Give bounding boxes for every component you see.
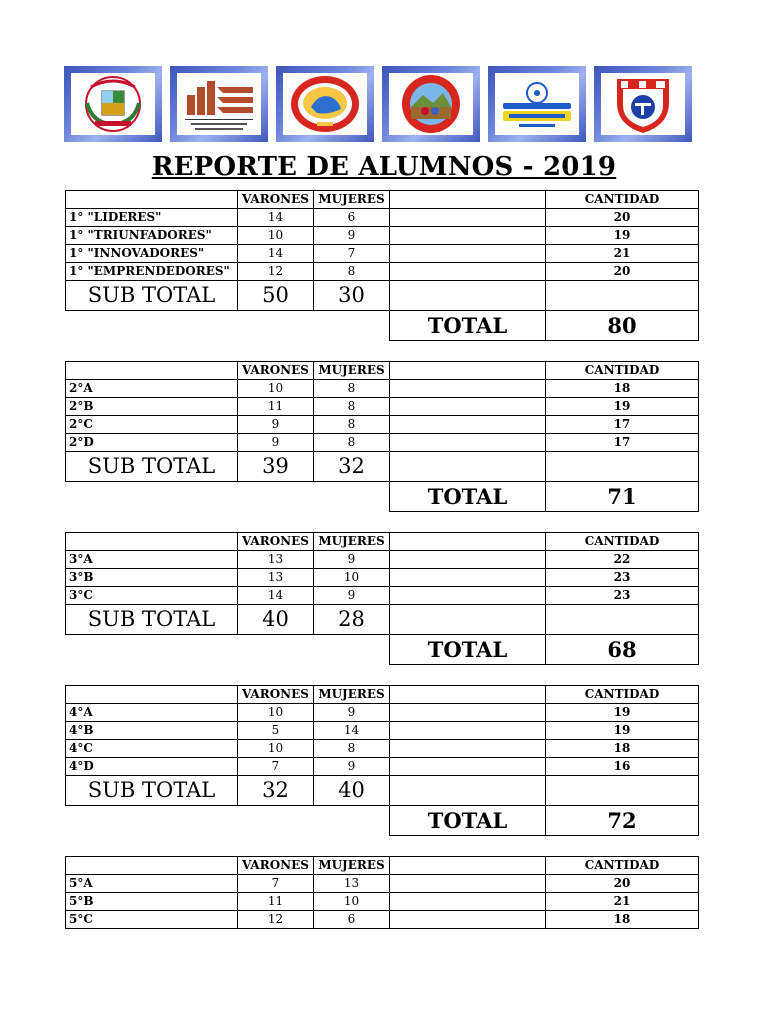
table-row xyxy=(66,209,699,227)
mujeres-count: 8 xyxy=(314,434,390,452)
header-blank xyxy=(390,362,546,380)
table-row xyxy=(66,416,699,434)
section-name: 2°A xyxy=(66,380,238,398)
blank-cell xyxy=(390,263,546,281)
header-mujeres: MUJERES xyxy=(314,191,390,209)
subtotal-label: SUB TOTAL xyxy=(66,605,238,635)
mujeres-count: 9 xyxy=(314,587,390,605)
subtotal-mujeres: 40 xyxy=(314,776,390,806)
table-row xyxy=(66,245,699,263)
mujeres-count: 7 xyxy=(314,245,390,263)
jornada-escolar-completa-logo xyxy=(488,66,586,142)
header-varones: VARONES xyxy=(238,191,314,209)
header-row xyxy=(66,362,699,380)
blank-cell xyxy=(390,605,546,635)
subtotal-varones: 39 xyxy=(238,452,314,482)
header-blank xyxy=(66,533,238,551)
varones-count: 5 xyxy=(238,722,314,740)
blank-cell xyxy=(390,245,546,263)
grade-table xyxy=(65,856,699,929)
blank-cell xyxy=(390,227,546,245)
header-blank xyxy=(390,533,546,551)
ugel-acomayo-logo xyxy=(382,66,480,142)
total-value: 68 xyxy=(546,635,699,665)
section-name: 1° "INNOVADORES" xyxy=(66,245,238,263)
subtotal-row xyxy=(66,452,699,482)
header-blank xyxy=(66,857,238,875)
cantidad-count: 19 xyxy=(546,227,699,245)
cantidad-count: 23 xyxy=(546,587,699,605)
mujeres-count: 10 xyxy=(314,569,390,587)
subtotal-mujeres: 32 xyxy=(314,452,390,482)
blank-cell xyxy=(390,758,546,776)
subtotal-row xyxy=(66,605,699,635)
section-name: 3°C xyxy=(66,587,238,605)
subtotal-row xyxy=(66,776,699,806)
varones-count: 10 xyxy=(238,227,314,245)
cantidad-count: 19 xyxy=(546,398,699,416)
header-blank xyxy=(66,362,238,380)
blank-cell xyxy=(390,893,546,911)
table-row xyxy=(66,587,699,605)
blank-cell xyxy=(390,569,546,587)
total-value: 72 xyxy=(546,806,699,836)
empty-cell xyxy=(66,311,390,341)
mujeres-count: 8 xyxy=(314,416,390,434)
header-row xyxy=(66,857,699,875)
varones-count: 13 xyxy=(238,569,314,587)
mujeres-count: 13 xyxy=(314,875,390,893)
cantidad-count: 20 xyxy=(546,263,699,281)
cantidad-count: 23 xyxy=(546,569,699,587)
subtotal-varones: 32 xyxy=(238,776,314,806)
cantidad-count: 22 xyxy=(546,551,699,569)
logo-strip xyxy=(64,66,692,142)
section-name: 4°D xyxy=(66,758,238,776)
cantidad-count: 21 xyxy=(546,245,699,263)
total-row xyxy=(66,806,699,836)
header-blank xyxy=(390,857,546,875)
blank-cell xyxy=(390,587,546,605)
header-row xyxy=(66,686,699,704)
cantidad-count: 19 xyxy=(546,704,699,722)
header-varones: VARONES xyxy=(238,686,314,704)
cantidad-count: 18 xyxy=(546,911,699,929)
mujeres-count: 14 xyxy=(314,722,390,740)
blank-cell xyxy=(390,704,546,722)
mujeres-count: 9 xyxy=(314,227,390,245)
grade-table xyxy=(65,190,699,341)
cantidad-count: 16 xyxy=(546,758,699,776)
table-row xyxy=(66,911,699,929)
header-varones: VARONES xyxy=(238,857,314,875)
empty-cell xyxy=(66,635,390,665)
section-name: 1° "TRIUNFADORES" xyxy=(66,227,238,245)
varones-count: 14 xyxy=(238,245,314,263)
header-row xyxy=(66,191,699,209)
table-row xyxy=(66,740,699,758)
blank-cell xyxy=(390,209,546,227)
varones-count: 11 xyxy=(238,398,314,416)
ministerio-educacion-logo xyxy=(170,66,268,142)
header-varones: VARONES xyxy=(238,533,314,551)
mujeres-count: 9 xyxy=(314,551,390,569)
header-cantidad: CANTIDAD xyxy=(546,686,699,704)
total-row xyxy=(66,311,699,341)
varones-count: 13 xyxy=(238,551,314,569)
grade-table xyxy=(65,532,699,665)
section-name: 1° "EMPRENDEDORES" xyxy=(66,263,238,281)
varones-count: 14 xyxy=(238,209,314,227)
blank-cell xyxy=(390,434,546,452)
mujeres-count: 9 xyxy=(314,704,390,722)
section-name: 3°A xyxy=(66,551,238,569)
table-row xyxy=(66,380,699,398)
mujeres-count: 10 xyxy=(314,893,390,911)
table-row xyxy=(66,263,699,281)
table-row xyxy=(66,893,699,911)
varones-count: 7 xyxy=(238,758,314,776)
subtotal-label: SUB TOTAL xyxy=(66,776,238,806)
header-blank xyxy=(390,191,546,209)
header-row xyxy=(66,533,699,551)
total-label: TOTAL xyxy=(390,635,546,665)
header-mujeres: MUJERES xyxy=(314,362,390,380)
varones-count: 11 xyxy=(238,893,314,911)
total-label: TOTAL xyxy=(390,311,546,341)
varones-count: 10 xyxy=(238,740,314,758)
table-row xyxy=(66,551,699,569)
table-row xyxy=(66,758,699,776)
total-label: TOTAL xyxy=(390,806,546,836)
empty-cell xyxy=(66,806,390,836)
blank-cell xyxy=(546,281,699,311)
blank-cell xyxy=(546,605,699,635)
empty-cell xyxy=(66,482,390,512)
section-name: 4°A xyxy=(66,704,238,722)
section-name: 5°A xyxy=(66,875,238,893)
table-row xyxy=(66,434,699,452)
subtotal-mujeres: 30 xyxy=(314,281,390,311)
mujeres-count: 8 xyxy=(314,740,390,758)
total-value: 80 xyxy=(546,311,699,341)
varones-count: 9 xyxy=(238,416,314,434)
header-mujeres: MUJERES xyxy=(314,857,390,875)
varones-count: 9 xyxy=(238,434,314,452)
blank-cell xyxy=(390,776,546,806)
subtotal-row xyxy=(66,281,699,311)
cantidad-count: 18 xyxy=(546,380,699,398)
blank-cell xyxy=(390,380,546,398)
cantidad-count: 21 xyxy=(546,893,699,911)
header-varones: VARONES xyxy=(238,362,314,380)
section-name: 4°C xyxy=(66,740,238,758)
section-name: 1° "LIDERES" xyxy=(66,209,238,227)
section-name: 2°C xyxy=(66,416,238,434)
total-row xyxy=(66,482,699,512)
cantidad-count: 17 xyxy=(546,434,699,452)
table-row xyxy=(66,704,699,722)
mujeres-count: 6 xyxy=(314,911,390,929)
varones-count: 14 xyxy=(238,587,314,605)
subtotal-varones: 40 xyxy=(238,605,314,635)
section-name: 2°B xyxy=(66,398,238,416)
blank-cell xyxy=(390,416,546,434)
header-blank xyxy=(390,686,546,704)
blank-cell xyxy=(390,911,546,929)
republica-del-peru-logo xyxy=(64,66,162,142)
section-name: 5°B xyxy=(66,893,238,911)
mujeres-count: 8 xyxy=(314,380,390,398)
section-name: 4°B xyxy=(66,722,238,740)
table-row xyxy=(66,569,699,587)
header-mujeres: MUJERES xyxy=(314,533,390,551)
blank-cell xyxy=(546,452,699,482)
blank-cell xyxy=(390,398,546,416)
varones-count: 12 xyxy=(238,911,314,929)
total-value: 71 xyxy=(546,482,699,512)
mujeres-count: 8 xyxy=(314,263,390,281)
blank-cell xyxy=(390,875,546,893)
header-mujeres: MUJERES xyxy=(314,686,390,704)
subtotal-label: SUB TOTAL xyxy=(66,281,238,311)
blank-cell xyxy=(390,740,546,758)
total-label: TOTAL xyxy=(390,482,546,512)
iem-logo xyxy=(594,66,692,142)
subtotal-varones: 50 xyxy=(238,281,314,311)
cantidad-count: 17 xyxy=(546,416,699,434)
grade-table xyxy=(65,361,699,512)
subtotal-label: SUB TOTAL xyxy=(66,452,238,482)
cantidad-count: 18 xyxy=(546,740,699,758)
subtotal-mujeres: 28 xyxy=(314,605,390,635)
mujeres-count: 9 xyxy=(314,758,390,776)
header-blank xyxy=(66,686,238,704)
page-title: REPORTE DE ALUMNOS - 2019 xyxy=(151,152,617,182)
mujeres-count: 8 xyxy=(314,398,390,416)
blank-cell xyxy=(546,776,699,806)
section-name: 2°D xyxy=(66,434,238,452)
header-cantidad: CANTIDAD xyxy=(546,362,699,380)
varones-count: 10 xyxy=(238,704,314,722)
cantidad-count: 20 xyxy=(546,209,699,227)
cantidad-count: 20 xyxy=(546,875,699,893)
section-name: 5°C xyxy=(66,911,238,929)
table-row xyxy=(66,227,699,245)
varones-count: 7 xyxy=(238,875,314,893)
grade-table xyxy=(65,685,699,836)
drec-cusco-logo xyxy=(276,66,374,142)
table-row xyxy=(66,722,699,740)
header-cantidad: CANTIDAD xyxy=(546,857,699,875)
varones-count: 12 xyxy=(238,263,314,281)
blank-cell xyxy=(390,551,546,569)
mujeres-count: 6 xyxy=(314,209,390,227)
header-blank xyxy=(66,191,238,209)
total-row xyxy=(66,635,699,665)
header-cantidad: CANTIDAD xyxy=(546,191,699,209)
cantidad-count: 19 xyxy=(546,722,699,740)
header-cantidad: CANTIDAD xyxy=(546,533,699,551)
table-row xyxy=(66,398,699,416)
section-name: 3°B xyxy=(66,569,238,587)
blank-cell xyxy=(390,722,546,740)
blank-cell xyxy=(390,281,546,311)
table-row xyxy=(66,875,699,893)
blank-cell xyxy=(390,452,546,482)
varones-count: 10 xyxy=(238,380,314,398)
